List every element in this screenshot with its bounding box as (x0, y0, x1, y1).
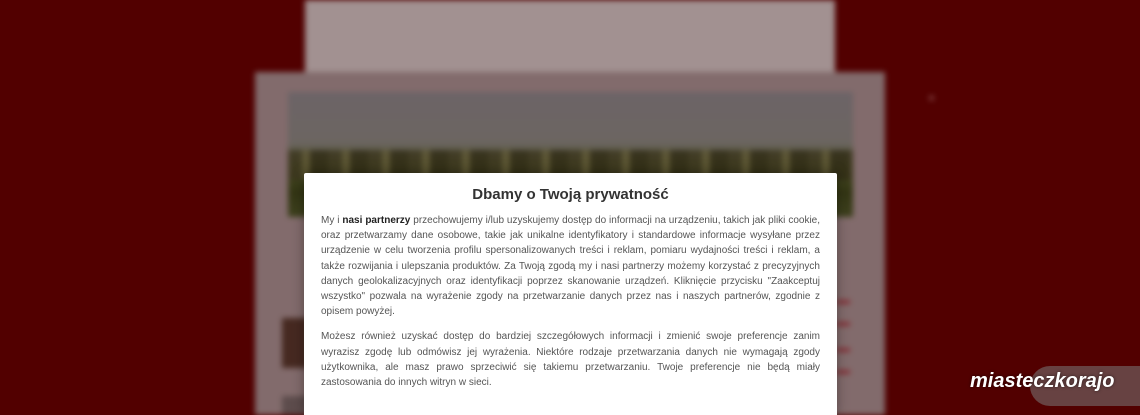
close-icon[interactable]: × (928, 91, 936, 105)
consent-p1-body: przechowujemy i/lub uzyskujemy dostęp do informacji na urządzeniu, takich jak pliki cookie, oraz przetwarzamy dane osobowe, takie jak unikalne identyfikatory i standardowe informacje wysyłane przez urządzenie w celu tworzenia profilu spersonalizowanych treści i reklam, pomiaru wydajności treści i reklam, a także rozwijania i ulepszania produktów. Za Twoją zgodą my i nasi partnerzy możemy korzystać z precyzyjnych danych geolokalizacyjnych oraz identyfikacji poprzez skanowanie urządzeń. Kliknięcie przycisku "Zaakceptuj wszystko" pozwala na wyrażenie zgody na przetwarzanie danych przez nas i naszych partnerów, zgodnie z opisem powyżej. (321, 215, 820, 318)
consent-paragraph-1 (321, 213, 820, 319)
consent-p1-intro: My i (321, 215, 343, 226)
watermark-logo-text: miasteczkorajo (970, 370, 1115, 392)
privacy-consent-dialog (304, 173, 837, 415)
consent-title: Dbamy o Twoją prywatność (472, 186, 669, 203)
consent-paragraph-2: Możesz również uzyskać dostęp do bardziej szczegółowych informacji i zmienić swoje preferencje zanim wyrazisz zgodę lub odmówisz jej wyrażenia. Niektóre rodzaje przetwarzania danych nie wymagają zgody użytkownika, ale masz prawo sprzeciwić się takiemu przetwarzaniu. Twoje preferencje nie będą miały zastosowania do innych witryn w sieci. (321, 331, 820, 389)
partners-link[interactable]: nasi partnerzy (342, 215, 411, 226)
